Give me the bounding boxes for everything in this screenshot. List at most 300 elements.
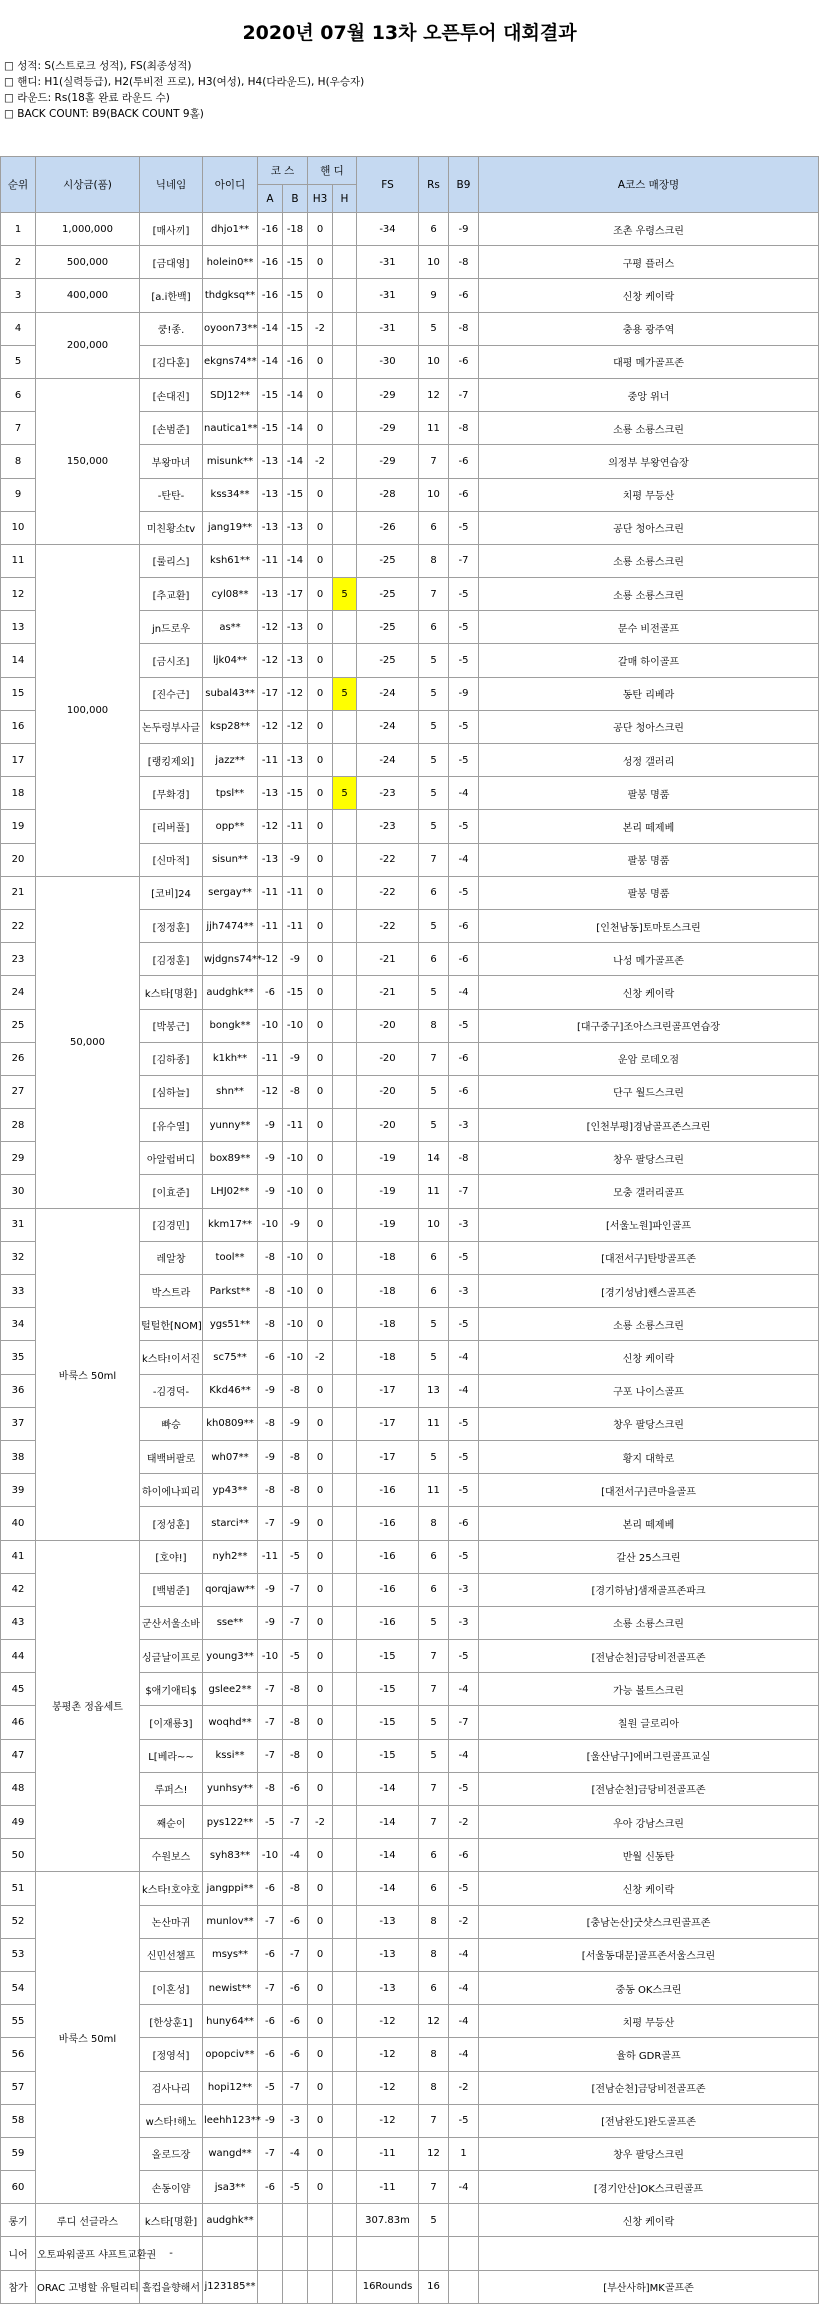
id-cell: wh07** <box>203 1440 258 1473</box>
prize-cell: ORAC 고병할 유틸리티 <box>36 2270 140 2303</box>
course-b-cell: -12 <box>283 677 308 710</box>
h-cell <box>333 345 357 378</box>
h-cell <box>333 2038 357 2071</box>
rs-cell: 7 <box>419 843 449 876</box>
results-table <box>0 156 819 2304</box>
course-a-cell: -7 <box>258 1507 283 1540</box>
fs-cell: -17 <box>357 1407 419 1440</box>
id-cell: jazz** <box>203 744 258 777</box>
nickname-cell: 미친황소tv <box>140 511 203 544</box>
id-cell: sse** <box>203 1606 258 1639</box>
shop-cell: 창우 팔당스크린 <box>479 2137 819 2170</box>
course-a-cell: -13 <box>258 478 283 511</box>
id-cell: opopciv** <box>203 2038 258 2071</box>
h3-cell: 0 <box>308 1075 333 1108</box>
rank-cell: 46 <box>1 1706 36 1739</box>
shop-cell: [인천남동]토마토스크린 <box>479 909 819 942</box>
shop-cell: [경기안산]OK스크린골프 <box>479 2171 819 2204</box>
fs-cell: -12 <box>357 2005 419 2038</box>
course-b-cell: -14 <box>283 544 308 577</box>
b9-cell: -8 <box>449 312 479 345</box>
nickname-cell: [김다훈] <box>140 345 203 378</box>
header-rs: Rs <box>419 157 449 213</box>
fs-cell: -16 <box>357 1606 419 1639</box>
table-row <box>1 213 819 246</box>
rs-cell: 5 <box>419 710 449 743</box>
course-b-cell: -10 <box>283 1142 308 1175</box>
course-b-cell: -5 <box>283 1640 308 1673</box>
rs-cell: 5 <box>419 1308 449 1341</box>
shop-cell: 공단 청아스크린 <box>479 710 819 743</box>
nickname-cell: 쿵!종. <box>140 312 203 345</box>
rs-cell: 5 <box>419 2204 449 2237</box>
course-b-cell: -10 <box>283 1308 308 1341</box>
course-b-cell: -6 <box>283 1971 308 2004</box>
shop-cell: [부산사하]MK골프존 <box>479 2270 819 2303</box>
course-b-cell: -15 <box>283 777 308 810</box>
id-cell: starci** <box>203 1507 258 1540</box>
header-prize: 시상금(품) <box>36 157 140 213</box>
h-cell <box>333 2104 357 2137</box>
b9-cell: -2 <box>449 1905 479 1938</box>
shop-cell: 문수 비전골프 <box>479 611 819 644</box>
h-cell <box>333 1474 357 1507</box>
shop-cell: [대구중구]조아스크린골프연습장 <box>479 1009 819 1042</box>
rs-cell: 11 <box>419 1175 449 1208</box>
id-cell: cyl08** <box>203 578 258 611</box>
rs-cell: 7 <box>419 1640 449 1673</box>
shop-cell: 치평 무등산 <box>479 2005 819 2038</box>
course-b-cell: -18 <box>283 213 308 246</box>
h3-cell <box>308 2270 333 2303</box>
b9-cell: -3 <box>449 1208 479 1241</box>
nickname-cell: [백범준] <box>140 1573 203 1606</box>
nickname-cell: [유수열] <box>140 1109 203 1142</box>
h3-cell: 0 <box>308 2104 333 2137</box>
h3-cell: 0 <box>308 744 333 777</box>
h3-cell: 0 <box>308 1606 333 1639</box>
rank-cell: 34 <box>1 1308 36 1341</box>
id-cell: huny64** <box>203 2005 258 2038</box>
h3-cell: 0 <box>308 1308 333 1341</box>
id-cell: syh83** <box>203 1839 258 1872</box>
nickname-cell: [김경민] <box>140 1208 203 1241</box>
shop-cell: [충남논산]굿샷스크린골프존 <box>479 1905 819 1938</box>
fs-cell: -24 <box>357 744 419 777</box>
prize-cell: 바룩스 50ml <box>36 1872 140 2204</box>
shop-cell: 신창 케이락 <box>479 279 819 312</box>
h3-cell: 0 <box>308 1905 333 1938</box>
h-cell <box>333 312 357 345</box>
nickname-cell: 수원보스 <box>140 1839 203 1872</box>
rs-cell: 7 <box>419 2171 449 2204</box>
h3-cell: -2 <box>308 1341 333 1374</box>
rs-cell: 8 <box>419 2038 449 2071</box>
shop-cell: 창우 팔당스크린 <box>479 1142 819 1175</box>
course-a-cell: -9 <box>258 1175 283 1208</box>
shop-cell: 갈매 하이골프 <box>479 644 819 677</box>
id-cell: gslee2** <box>203 1673 258 1706</box>
b9-cell: -7 <box>449 378 479 411</box>
table-row <box>1 1872 819 1905</box>
b9-cell: -5 <box>449 1241 479 1274</box>
rank-cell: 35 <box>1 1341 36 1374</box>
course-a-cell: -9 <box>258 1440 283 1473</box>
course-a-cell: -6 <box>258 2005 283 2038</box>
course-a-cell: -9 <box>258 1573 283 1606</box>
fs-cell: -13 <box>357 1938 419 1971</box>
shop-cell: 소룡 소룡스크린 <box>479 412 819 445</box>
course-b-cell: -8 <box>283 1075 308 1108</box>
b9-cell: -9 <box>449 213 479 246</box>
shop-cell: [전남순천]금당비전골프존 <box>479 1772 819 1805</box>
course-a-cell: -12 <box>258 611 283 644</box>
course-a-cell: -7 <box>258 1673 283 1706</box>
id-cell: audghk** <box>203 976 258 1009</box>
h3-cell: 0 <box>308 876 333 909</box>
rs-cell: 8 <box>419 1507 449 1540</box>
h-cell: 5 <box>333 677 357 710</box>
rs-cell: 7 <box>419 2104 449 2137</box>
h-cell <box>333 1275 357 1308</box>
shop-cell: 우아 강남스크린 <box>479 1806 819 1839</box>
rs-cell: 5 <box>419 1440 449 1473</box>
id-cell: yunhsy** <box>203 1772 258 1805</box>
course-a-cell: -6 <box>258 976 283 1009</box>
nickname-cell: 신민선챔프 <box>140 1938 203 1971</box>
course-a-cell: -8 <box>258 1474 283 1507</box>
h-cell: 5 <box>333 777 357 810</box>
course-b-cell: -8 <box>283 1673 308 1706</box>
course-a-cell: -13 <box>258 843 283 876</box>
h-cell <box>333 2005 357 2038</box>
h3-cell: 0 <box>308 611 333 644</box>
fs-cell: -19 <box>357 1208 419 1241</box>
course-b-cell: -10 <box>283 1341 308 1374</box>
shop-cell: 공단 청아스크린 <box>479 511 819 544</box>
fs-cell: -25 <box>357 578 419 611</box>
rank-cell: 47 <box>1 1739 36 1772</box>
h3-cell: 0 <box>308 2137 333 2170</box>
id-cell <box>203 2237 258 2270</box>
nickname-cell: 빠승 <box>140 1407 203 1440</box>
h-cell <box>333 943 357 976</box>
id-cell: tool** <box>203 1241 258 1274</box>
rs-cell: 5 <box>419 1706 449 1739</box>
h3-cell: 0 <box>308 1507 333 1540</box>
fs-cell: -28 <box>357 478 419 511</box>
b9-cell: -5 <box>449 511 479 544</box>
h3-cell: 0 <box>308 1772 333 1805</box>
course-b-cell: -9 <box>283 1507 308 1540</box>
prize-cell: 500,000 <box>36 246 140 279</box>
id-cell: nyh2** <box>203 1540 258 1573</box>
id-cell: shn** <box>203 1075 258 1108</box>
special-row <box>1 2204 819 2237</box>
b9-cell: -4 <box>449 843 479 876</box>
h-cell <box>333 2137 357 2170</box>
nickname-cell: [금시조] <box>140 644 203 677</box>
rs-cell: 6 <box>419 1573 449 1606</box>
shop-cell: 나성 메가골프존 <box>479 943 819 976</box>
rs-cell: 6 <box>419 213 449 246</box>
table-body <box>1 213 819 2304</box>
course-b-cell: -14 <box>283 378 308 411</box>
course-b-cell: -5 <box>283 2171 308 2204</box>
h-cell <box>333 744 357 777</box>
rs-cell: 11 <box>419 1474 449 1507</box>
course-b-cell: -10 <box>283 1275 308 1308</box>
rs-cell: 6 <box>419 1540 449 1573</box>
b9-cell: -5 <box>449 1772 479 1805</box>
fs-cell: -17 <box>357 1374 419 1407</box>
rank-cell: 51 <box>1 1872 36 1905</box>
nickname-cell: 털털한[NOM] <box>140 1308 203 1341</box>
h-cell <box>333 1341 357 1374</box>
shop-cell: 구평 플러스 <box>479 246 819 279</box>
b9-cell: -4 <box>449 2038 479 2071</box>
id-cell: msys** <box>203 1938 258 1971</box>
fs-cell: -12 <box>357 2071 419 2104</box>
h-cell <box>333 1839 357 1872</box>
fs-cell: -20 <box>357 1109 419 1142</box>
header-course-a: A <box>258 185 283 213</box>
h-cell <box>333 1806 357 1839</box>
rs-cell: 5 <box>419 1109 449 1142</box>
b9-cell: -3 <box>449 1275 479 1308</box>
rs-cell: 7 <box>419 1806 449 1839</box>
rank-cell: 24 <box>1 976 36 1009</box>
course-b-cell <box>283 2237 308 2270</box>
shop-cell: 갈산 25스크린 <box>479 1540 819 1573</box>
table-row <box>1 246 819 279</box>
course-a-cell: -10 <box>258 1009 283 1042</box>
rank-cell: 롱기 <box>1 2204 36 2237</box>
id-cell: jangppi** <box>203 1872 258 1905</box>
shop-cell: 신창 케이락 <box>479 1341 819 1374</box>
h3-cell: 0 <box>308 246 333 279</box>
rs-cell <box>419 2237 449 2270</box>
shop-cell: 팔봉 명품 <box>479 876 819 909</box>
id-cell: kss34** <box>203 478 258 511</box>
nickname-cell: [매사끼] <box>140 213 203 246</box>
id-cell: sc75** <box>203 1341 258 1374</box>
rank-cell: 42 <box>1 1573 36 1606</box>
b9-cell: -5 <box>449 1009 479 1042</box>
course-a-cell: -9 <box>258 2104 283 2137</box>
nickname-cell: $애기애티$ <box>140 1673 203 1706</box>
rs-cell: 7 <box>419 1772 449 1805</box>
nickname-cell: [코비]24 <box>140 876 203 909</box>
id-cell: as** <box>203 611 258 644</box>
rank-cell: 28 <box>1 1109 36 1142</box>
fs-cell: -15 <box>357 1706 419 1739</box>
h3-cell: 0 <box>308 1540 333 1573</box>
rank-cell: 38 <box>1 1440 36 1473</box>
id-cell: tpsl** <box>203 777 258 810</box>
course-b-cell: -4 <box>283 1839 308 1872</box>
b9-cell: -5 <box>449 710 479 743</box>
b9-cell: -7 <box>449 1706 479 1739</box>
b9-cell: -5 <box>449 2104 479 2137</box>
nickname-cell: [신마적] <box>140 843 203 876</box>
fs-cell: -34 <box>357 213 419 246</box>
course-b-cell: -15 <box>283 312 308 345</box>
nickname-cell: 째순이 <box>140 1806 203 1839</box>
b9-cell: -8 <box>449 246 479 279</box>
table-row <box>1 1540 819 1573</box>
rank-cell: 59 <box>1 2137 36 2170</box>
rs-cell: 5 <box>419 644 449 677</box>
b9-cell: -5 <box>449 1440 479 1473</box>
h-cell <box>333 1009 357 1042</box>
id-cell: woqhd** <box>203 1706 258 1739</box>
h3-cell: 0 <box>308 1142 333 1175</box>
rs-cell: 8 <box>419 544 449 577</box>
course-b-cell: -11 <box>283 909 308 942</box>
h-cell <box>333 412 357 445</box>
b9-cell: -6 <box>449 943 479 976</box>
h-cell <box>333 1772 357 1805</box>
note-score: □ 성적: S(스트로크 성적), FS(최종성적) <box>4 60 192 72</box>
fs-cell: -19 <box>357 1175 419 1208</box>
shop-cell: 팔봉 명품 <box>479 843 819 876</box>
rs-cell: 14 <box>419 1142 449 1175</box>
nickname-cell: k스타[명환] <box>140 976 203 1009</box>
prize-cell: 50,000 <box>36 876 140 1208</box>
course-a-cell: -13 <box>258 511 283 544</box>
rank-cell: 56 <box>1 2038 36 2071</box>
rs-cell: 7 <box>419 578 449 611</box>
h-cell <box>333 2071 357 2104</box>
course-b-cell: -9 <box>283 1407 308 1440</box>
header-shop: A코스 매장명 <box>479 157 819 213</box>
nickname-cell: jn드로우 <box>140 611 203 644</box>
h3-cell: 0 <box>308 909 333 942</box>
course-b-cell: -3 <box>283 2104 308 2137</box>
b9-cell: -4 <box>449 1341 479 1374</box>
h-cell <box>333 213 357 246</box>
note-handicap: □ 핸디: H1(실력등급), H2(투비전 프로), H3(여성), H4(다라운드), H(우승자) <box>4 76 365 88</box>
h3-cell: 0 <box>308 279 333 312</box>
rank-cell: 32 <box>1 1241 36 1274</box>
nickname-cell: [금대영] <box>140 246 203 279</box>
h3-cell: 0 <box>308 2171 333 2204</box>
legend-notes <box>0 58 819 156</box>
h3-cell: 0 <box>308 213 333 246</box>
rs-cell: 12 <box>419 2137 449 2170</box>
prize-cell: 루디 선글라스 <box>36 2204 140 2237</box>
rs-cell: 10 <box>419 1208 449 1241</box>
id-cell: ljk04** <box>203 644 258 677</box>
h-cell <box>333 2270 357 2303</box>
header-fs: FS <box>357 157 419 213</box>
rank-cell: 31 <box>1 1208 36 1241</box>
h-cell <box>333 1374 357 1407</box>
rank-cell: 10 <box>1 511 36 544</box>
h-cell <box>333 976 357 1009</box>
course-a-cell: -13 <box>258 578 283 611</box>
fs-cell: -12 <box>357 2038 419 2071</box>
note-backcount: □ BACK COUNT: B9(BACK COUNT 9홀) <box>4 108 204 120</box>
rank-cell: 55 <box>1 2005 36 2038</box>
shop-cell: 대평 메가골프존 <box>479 345 819 378</box>
nickname-cell: 싱글날이프로 <box>140 1640 203 1673</box>
fs-cell: -17 <box>357 1440 419 1473</box>
course-a-cell: -6 <box>258 2171 283 2204</box>
h-cell <box>333 511 357 544</box>
course-a-cell: -10 <box>258 1208 283 1241</box>
course-b-cell: -8 <box>283 1706 308 1739</box>
rank-cell: 53 <box>1 1938 36 1971</box>
rank-cell: 27 <box>1 1075 36 1108</box>
course-b-cell: -8 <box>283 1374 308 1407</box>
course-b-cell: -15 <box>283 976 308 1009</box>
h-cell <box>333 1241 357 1274</box>
course-a-cell: -16 <box>258 213 283 246</box>
nickname-cell: k스타[명환] <box>140 2204 203 2237</box>
h3-cell: 0 <box>308 1275 333 1308</box>
course-b-cell: -11 <box>283 876 308 909</box>
rs-cell: 5 <box>419 777 449 810</box>
rs-cell: 8 <box>419 1905 449 1938</box>
course-a-cell: -12 <box>258 1075 283 1108</box>
h3-cell: 0 <box>308 345 333 378</box>
fs-cell: -24 <box>357 710 419 743</box>
course-b-cell: -6 <box>283 1905 308 1938</box>
rank-cell: 16 <box>1 710 36 743</box>
rank-cell: 43 <box>1 1606 36 1639</box>
b9-cell: -5 <box>449 1474 479 1507</box>
fs-cell: -15 <box>357 1739 419 1772</box>
h3-cell <box>308 2204 333 2237</box>
b9-cell: -6 <box>449 1042 479 1075</box>
shop-cell: 모충 갤러리골프 <box>479 1175 819 1208</box>
nickname-cell: [추교환] <box>140 578 203 611</box>
h-cell <box>333 1109 357 1142</box>
h3-cell: 0 <box>308 710 333 743</box>
b9-cell: -4 <box>449 777 479 810</box>
fs-cell: -16 <box>357 1507 419 1540</box>
b9-cell <box>449 2270 479 2303</box>
h3-cell: 0 <box>308 1938 333 1971</box>
h-cell <box>333 1706 357 1739</box>
h3-cell: 0 <box>308 378 333 411</box>
fs-cell: -18 <box>357 1308 419 1341</box>
b9-cell: -4 <box>449 2005 479 2038</box>
id-cell: jang19** <box>203 511 258 544</box>
nickname-cell: 하이에나피리 <box>140 1474 203 1507</box>
rank-cell: 3 <box>1 279 36 312</box>
course-a-cell: -15 <box>258 378 283 411</box>
fs-cell: -22 <box>357 876 419 909</box>
id-cell: sergay** <box>203 876 258 909</box>
h3-cell: -2 <box>308 1806 333 1839</box>
course-a-cell: -11 <box>258 876 283 909</box>
shop-cell: [대전서구]큰마을골프 <box>479 1474 819 1507</box>
h-cell <box>333 1507 357 1540</box>
h-cell <box>333 378 357 411</box>
table-row <box>1 378 819 411</box>
fs-cell: -25 <box>357 644 419 677</box>
course-a-cell: -8 <box>258 1308 283 1341</box>
rs-cell: 6 <box>419 511 449 544</box>
shop-cell: 율하 GDR골프 <box>479 2038 819 2071</box>
course-a-cell: -9 <box>258 1142 283 1175</box>
rs-cell: 6 <box>419 1839 449 1872</box>
h3-cell: 0 <box>308 1440 333 1473</box>
course-b-cell: -12 <box>283 710 308 743</box>
